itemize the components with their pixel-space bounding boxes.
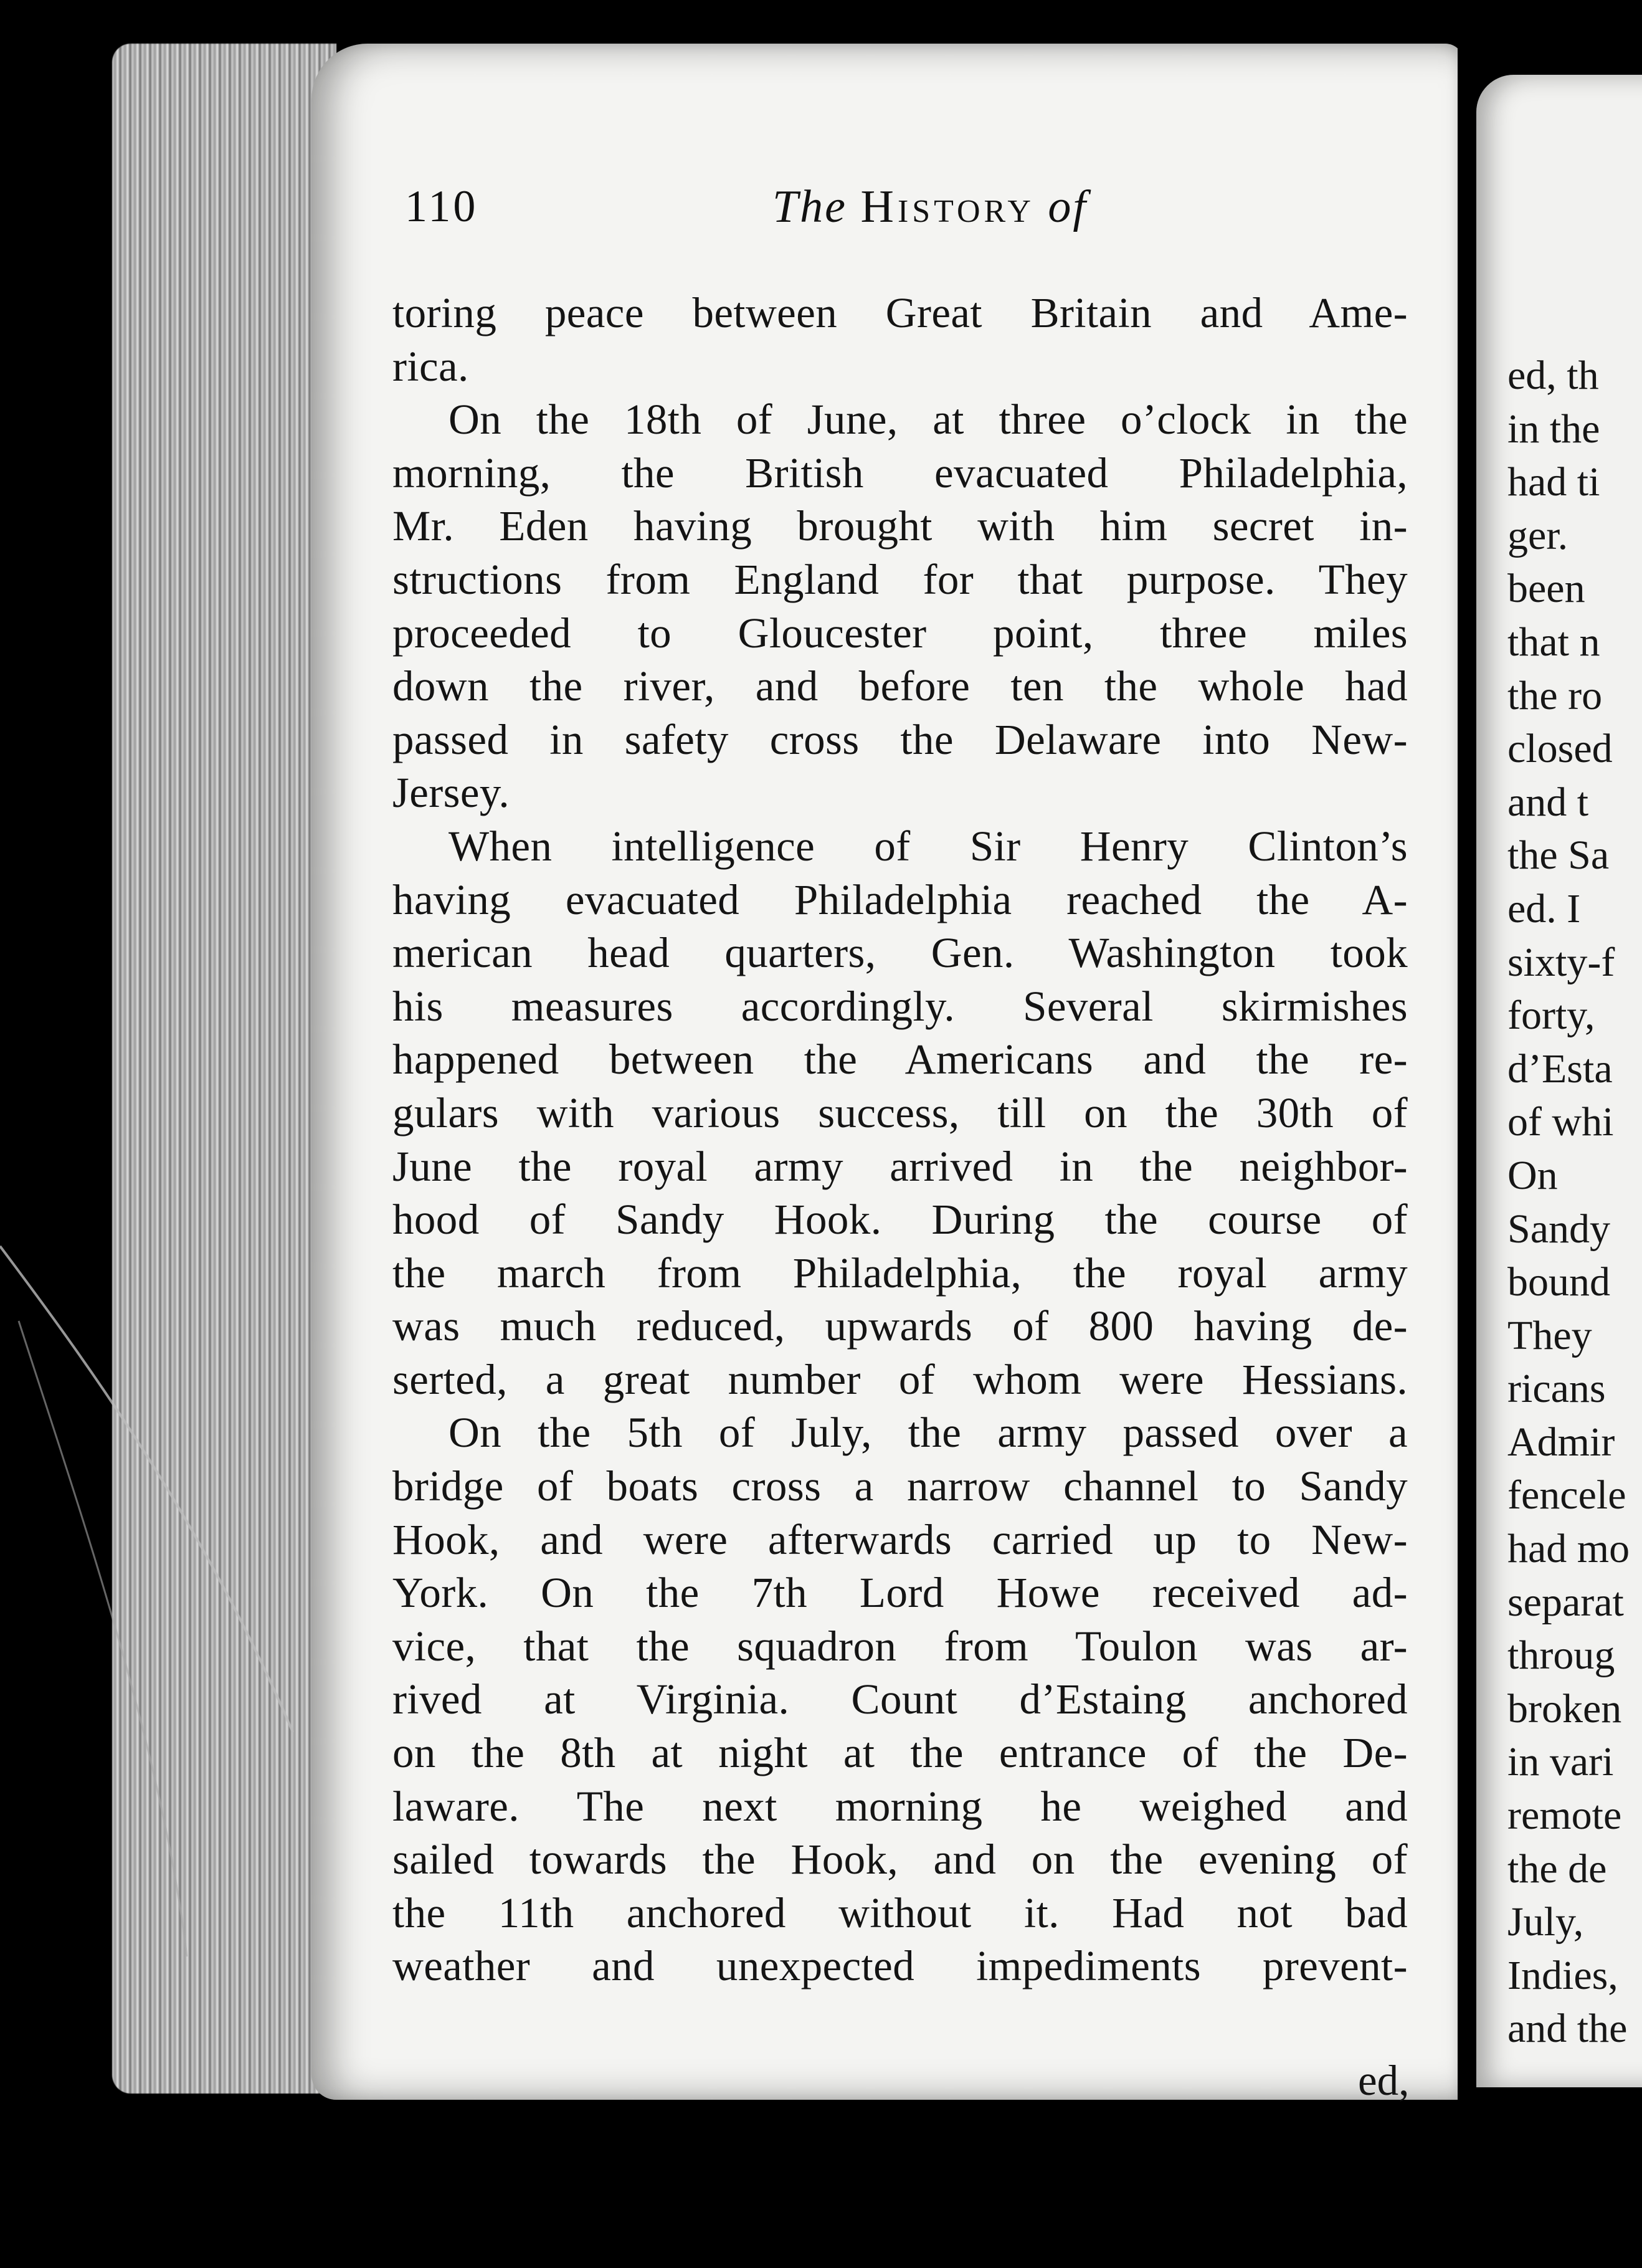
right-text-line: ed. I [1507, 885, 1581, 932]
text-line: On the 18th of June, at three o’clock in the [448, 396, 1408, 444]
right-text-line: the Sa [1507, 832, 1610, 879]
text-line: hood of Sandy Hook. During the course of [392, 1196, 1408, 1244]
text-line: on the 8th at night at the entrance of the De- [392, 1729, 1408, 1777]
right-text-line: July, [1507, 1899, 1584, 1945]
running-title-of: of [1048, 181, 1088, 232]
body-text [392, 287, 1408, 1993]
text-line: June the royal army arrived in the neighbor- [392, 1142, 1408, 1190]
running-title-history: History [860, 181, 1035, 232]
page-number: 110 [405, 181, 478, 231]
text-line: was much reduced, upwards of 800 having de- [392, 1302, 1408, 1350]
right-text-line: fencele [1507, 1472, 1626, 1518]
text-line: proceeded to Gloucester point, three miles [392, 609, 1408, 657]
text-line: gulars with various success, till on the 30th of [392, 1089, 1408, 1136]
running-head [405, 181, 1196, 249]
right-text-line: broken [1507, 1685, 1622, 1732]
catchword: ed, [1358, 2057, 1410, 2104]
right-text-line: been [1507, 566, 1585, 612]
right-text-line: the ro [1507, 672, 1603, 718]
text-line: York. On the 7th Lord Howe received ad- [392, 1569, 1408, 1617]
right-text-line: forty, [1507, 993, 1595, 1039]
right-text-line: sixty-f [1507, 939, 1615, 985]
right-text-line: had ti [1507, 459, 1600, 505]
text-line: the march from Philadelphia, the royal army [392, 1249, 1408, 1297]
text-line: structions from England for that purpose. They [392, 555, 1408, 603]
right-text-line: On [1507, 1152, 1558, 1198]
running-title [772, 181, 1088, 234]
text-line: passed in safety cross the Delaware into New- [392, 715, 1408, 763]
text-line: the 11th anchored without it. Had not bad [392, 1889, 1408, 1937]
right-text-line: in vari [1507, 1739, 1614, 1785]
text-line: rica. [392, 342, 469, 390]
right-text-line: ger. [1507, 512, 1568, 558]
text-line: happened between the Americans and the re- [392, 1036, 1408, 1084]
text-line: On the 5th of July, the army passed over a [448, 1409, 1408, 1457]
running-title-the: The [772, 181, 847, 232]
text-line: serted, a great number of whom were Hessians. [392, 1355, 1408, 1403]
text-line: having evacuated Philadelphia reached the A- [392, 875, 1408, 923]
right-text-line: throug [1507, 1632, 1615, 1679]
right-text-line: had mo [1507, 1526, 1630, 1572]
right-text-line: in the [1507, 406, 1600, 452]
right-page-text [1507, 349, 1642, 2056]
text-line: bridge of boats cross a narrow channel to Sandy [392, 1462, 1408, 1510]
text-line: Hook, and were afterwards carried up to New- [392, 1515, 1408, 1563]
right-text-line: separat [1507, 1579, 1624, 1625]
right-text-line: d’Esta [1507, 1046, 1613, 1092]
text-line: Mr. Eden having brought with him secret in- [392, 502, 1408, 550]
text-line: weather and unexpected impediments prevent- [392, 1942, 1408, 1990]
right-text-line: the de [1507, 1846, 1607, 1892]
text-line: sailed towards the Hook, and on the evening of [392, 1836, 1408, 1884]
right-text-line: ricans [1507, 1366, 1606, 1412]
right-text-line: that n [1507, 619, 1600, 665]
text-line: When intelligence of Sir Henry Clinton’s [448, 822, 1408, 870]
right-text-line: ed, th [1507, 353, 1599, 398]
text-line: morning, the British evacuated Philadelphia, [392, 449, 1408, 497]
text-line: laware. The next morning he weighed and [392, 1782, 1408, 1830]
text-line: toring peace between Great Britain and Ame- [392, 289, 1408, 336]
right-text-line: Admir [1507, 1419, 1615, 1465]
right-text-line: bound [1507, 1259, 1610, 1305]
text-line: Jersey. [392, 769, 510, 817]
right-text-line: and the [1507, 2006, 1628, 2052]
text-line: down the river, and before ten the whole had [392, 662, 1408, 710]
book-fore-edge [112, 44, 336, 2094]
right-text-line: Indies, [1507, 1952, 1618, 1998]
right-text-line: remote [1507, 1793, 1622, 1839]
text-line: vice, that the squadron from Toulon was ar- [392, 1622, 1408, 1670]
right-text-line: and t [1507, 779, 1589, 825]
right-text-line: closed [1507, 726, 1613, 772]
text-line: his measures accordingly. Several skirmishes [392, 982, 1408, 1030]
right-text-line: of whi [1507, 1099, 1614, 1145]
right-text-line: They [1507, 1312, 1592, 1358]
right-text-line: Sandy [1507, 1206, 1610, 1252]
text-line: merican head quarters, Gen. Washington took [392, 929, 1408, 977]
text-line: rived at Virginia. Count d’Estaing anchored [392, 1675, 1408, 1723]
